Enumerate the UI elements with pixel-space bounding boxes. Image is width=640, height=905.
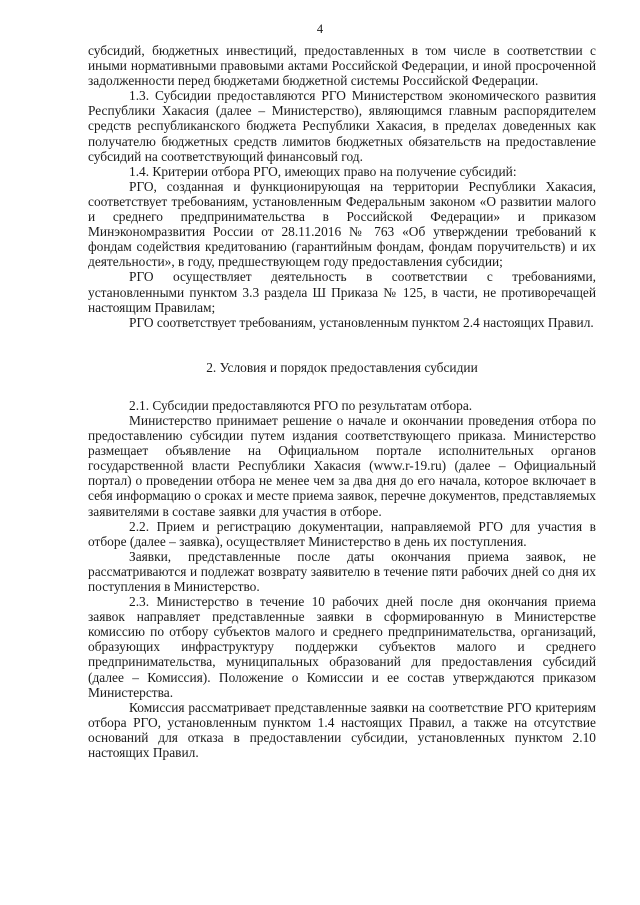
paragraph: РГО, созданная и функционирующая на территории Республики Хакасия, соответствует требованиям, установленным Федеральным законом «О развитии малого и среднего предпринимательства в Российской Федерации» и приказом Минэкономразвития России от 28.11.2016 № 763 «Об утверждении требований к фондам содействия кредитованию (гарантийным фондам, фондам поручительств) и их деятельности», в году, предшествующем году предоставления субсидии; xyxy=(88,178,596,270)
document-body xyxy=(88,43,596,760)
paragraph-1-4: 1.4. Критерии отбора РГО, имеющих право на получение субсидий: xyxy=(129,163,517,179)
section-heading: 2. Условия и порядок предоставления субсидии xyxy=(206,359,478,375)
paragraph: Заявки, представленные после даты окончания приема заявок, не рассматриваются и подлежат возврату заявителю в течение пяти рабочих дней со дня их поступления в Министерство. xyxy=(88,548,596,594)
paragraph: субсидий, бюджетных инвестиций, предоставленных в том числе в соответствии с иными нормативными правовыми актами Российской Федерации, и иной просроченной задолженности перед бюджетами бюджетной системы Российской Федерации. xyxy=(88,43,596,89)
section-2 xyxy=(88,398,596,760)
paragraph-2-3: 2.3. Министерство в течение 10 рабочих дней после дня окончания приема заявок направляет представленные заявки в сформированную в Министерстве комиссию по отбору субъектов малого и среднего предпринимательства, организаций, образующих инфраструктуру поддержки субъектов малого и среднего предпринимательства, муниципальных образований для предоставления субсидий (далее – Комиссия). Положение о Комиссии и ее состав утверждаются приказом Министерства. xyxy=(88,594,596,700)
section-1-continuation xyxy=(88,43,596,330)
paragraph: РГО соответствует требованиям, установленным пунктом 2.4 настоящих Правил. xyxy=(129,314,594,330)
paragraph: Комиссия рассматривает представленные заявки на соответствие РГО критериям отбора РГО, установленным пунктом 1.4 настоящих Правил, а также на отсутствие оснований для отказа в предоставлении субсидии, установленных пунктом 2.10 настоящих Правил. xyxy=(88,699,596,761)
paragraph-2-2: 2.2. Прием и регистрацию документации, направляемой РГО для участия в отборе (далее – заявка), осуществляет Министерство в день их поступления. xyxy=(88,518,596,549)
paragraph: РГО осуществляет деятельность в соответствии с требованиями, установленными пунктом 3.3 раздела Ш Приказа № 125, в части, не противоречащей настоящим Правилам; xyxy=(88,269,596,315)
paragraph-1-3: 1.3. Субсидии предоставляются РГО Министерством экономического развития Республики Хакасия (далее – Министерство), являющимся главным распорядителем средств республиканского бюджета Республики Хакасия, в пределах доведенных как получателю бюджетных средств лимитов бюджетных обязательств на предоставление субсидий на соответствующий финансовый год. xyxy=(88,88,596,164)
paragraph-2-1: 2.1. Субсидии предоставляются РГО по результатам отбора. xyxy=(129,397,473,413)
paragraph: Министерство принимает решение о начале и окончании проведения отбора по предоставлению субсидии путем издания соответствующего приказа. Министерство размещает объявление на Официальном портале исполнительных органов государственной власти Республики Хакасия (www.r-19.ru) (далее – Официальный портал) о проведении отбора не менее чем за два дня до его начала, которое включает в себя информацию о сроках и месте приема заявок, перечне документов, представляемых заявителями в составе заявки для участия в отборе. xyxy=(88,412,596,519)
page-number: 4 xyxy=(316,22,324,36)
